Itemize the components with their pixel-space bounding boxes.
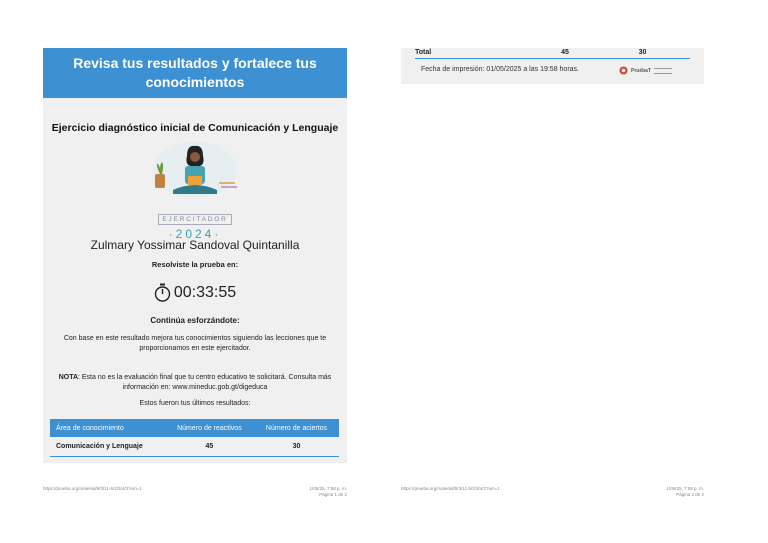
page1-footer-meta <box>300 486 347 498</box>
page1-footer-page: Página 1 de 2 <box>319 492 347 497</box>
column-header-correct: Número de aciertos <box>254 419 339 437</box>
column-header-items: Número de reactivos <box>165 419 254 437</box>
total-row <box>415 48 690 59</box>
elapsed-time <box>43 283 347 302</box>
quiz-title: Ejercicio diagnóstico inicial de Comunicación y Lenguaje <box>51 122 339 134</box>
brand-word: EJERCITADOR <box>158 214 231 225</box>
column-header-area: Área de conocimiento <box>50 419 165 437</box>
results-page-2 <box>401 48 704 84</box>
page2-footer-date: 1/05/25, 7:58 p. m. <box>666 486 704 491</box>
note-body: : Esta no es la evaluación final que tu centro educativo te solicitará. Consulta más información en: www.mineduc.gob.gt/digeduca <box>78 374 332 391</box>
page2-footer-url: https://prueba.org/material/9/3/11-5/2/3/4/3?um=1 <box>401 486 500 491</box>
total-label: Total <box>415 49 432 56</box>
keep-going-label: Continúa esforzándote: <box>150 316 240 325</box>
page2-footer-meta <box>657 486 704 498</box>
page1-footer-url: https://prueba.org/material/9/3/11-5/2/3/4/3?um=1 <box>43 486 142 491</box>
logo-divider <box>654 68 672 74</box>
note-label: NOTA <box>58 374 78 381</box>
page2-footer-page: Página 2 de 2 <box>676 492 704 497</box>
time-value: 00:33:55 <box>173 283 237 301</box>
total-items: 45 <box>561 49 569 56</box>
table-header-row <box>50 419 339 437</box>
page1-footer-date: 1/05/25, 7:58 p. m. <box>309 486 347 491</box>
cell-area: Comunicación y Lenguaje <box>50 437 165 457</box>
note-text <box>51 373 339 393</box>
print-date: Fecha de impresión: 01/05/2025 a las 19:58 horas. <box>421 66 579 73</box>
cell-items: 45 <box>165 437 254 457</box>
recent-results-label: Estos fueron tus últimos resultados: <box>139 400 251 407</box>
pruebat-logo-icon <box>619 66 628 75</box>
student-name: Zulmary Yossimar Sandoval Quintanilla <box>90 238 300 252</box>
results-page-1 <box>43 48 347 463</box>
student-illustration <box>145 140 245 198</box>
brand-year: ·2024· <box>168 227 222 241</box>
advice-text: Con base en este resultado mejora tus conocimientos siguiendo las lecciones que te proporcionamos en este ejercitador. <box>63 335 327 352</box>
cell-correct: 30 <box>254 437 339 457</box>
solved-label: Resolviste la prueba en: <box>151 260 239 269</box>
results-table <box>50 419 339 457</box>
stopwatch-icon <box>154 283 171 302</box>
total-correct: 30 <box>638 49 647 56</box>
ejercitador-logo <box>43 208 347 241</box>
table-row <box>50 437 339 457</box>
pruebat-logo <box>619 66 672 75</box>
results-banner: Revisa tus resultados y fortalece tus conocimientos <box>43 48 347 98</box>
pruebat-logo-text: PruébaT <box>631 67 652 74</box>
